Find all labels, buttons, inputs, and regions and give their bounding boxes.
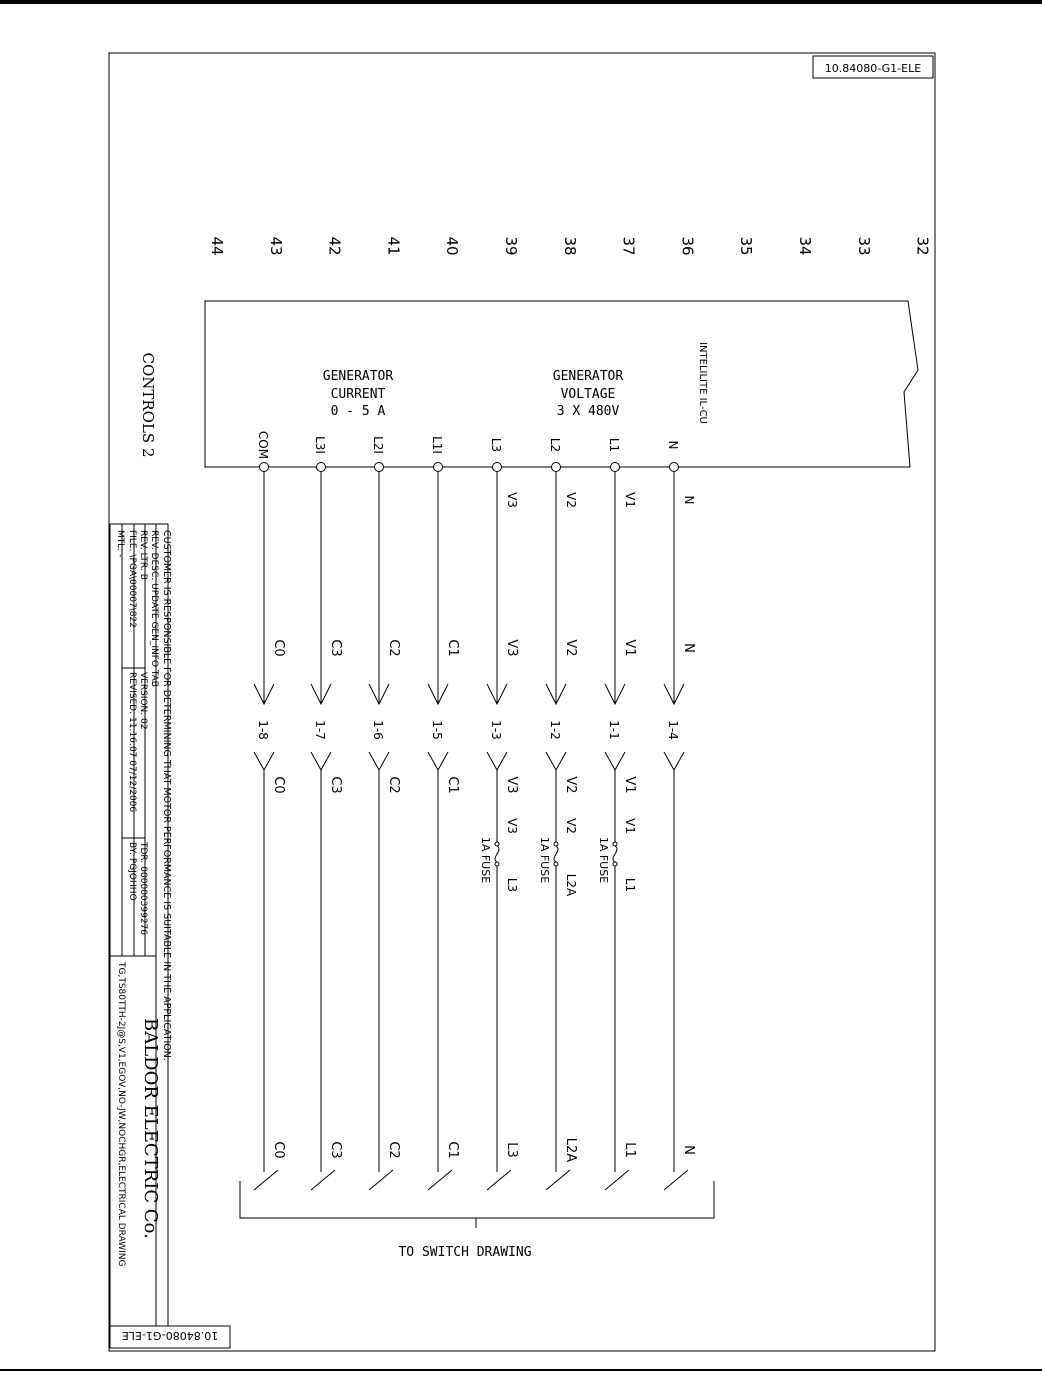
bottom-label: C1 [445,1141,460,1159]
drawing-number-bottom [110,1326,230,1348]
company-name: BALDOR ELECTRIC Co. [140,1018,161,1239]
connector-label: 1-7 [313,720,327,740]
terminal-number: 38 [560,236,579,256]
controller-label: INTELILITE IL-CU [697,342,708,424]
fuse-rating-label: 1A FUSE [479,836,492,884]
connector-icon [311,752,331,770]
file-path: FILE: \PGA\00007\822 [127,530,137,628]
material: MTL: - [115,530,125,558]
connector-icon [254,752,274,770]
terminal-label: L2I [371,436,385,454]
wire-label: C1 [445,776,460,794]
svg-text:CURRENT: CURRENT [330,387,386,402]
wire-label: C3 [328,639,343,657]
fuse-input-label: V2 [564,818,578,834]
fuse-output-label: L3 [505,877,519,893]
to-switch-label: TO SWITCH DRAWING [398,1245,532,1260]
svg-text:3 X 480V: 3 X 480V [556,404,620,419]
wire-label: C3 [328,776,343,794]
contact-icon [546,1170,570,1190]
author: BY: PGJOHHO [127,842,137,901]
svg-text:10.84080-G1-ELE: 10.84080-G1-ELE [121,1329,219,1342]
terminal-dot [434,463,443,472]
bottom-label: L1 [622,1142,637,1158]
wire-label: V3 [504,776,519,794]
bottom-rule [0,1369,1042,1371]
terminal-number: 37 [619,236,638,256]
terminal-label: L3I [313,436,327,454]
terminal-dot [611,463,620,472]
terminal-dot [552,463,561,472]
terminal-label: COM [256,430,270,460]
terminal-number: 34 [796,236,814,256]
terminal-number: 44 [208,236,226,256]
connector-icon [369,752,389,770]
fuse-rating-label: 1A FUSE [597,836,610,884]
bottom-label: L3 [504,1142,519,1158]
circuit-l3i [311,436,343,1190]
wire-label: V1 [623,492,637,508]
fuse-input-label: V3 [505,818,519,834]
terminal-number-row [208,236,932,255]
bottom-label: C3 [328,1141,343,1159]
drawing-description: TG,TS80TTH-2J@S,V1,EGOV,NO-JW,NOCHGR,ELECTRICAL DRAWING [116,962,126,1267]
terminal-label: L1I [430,436,444,454]
fuse-output-label: L1 [623,877,637,893]
connector-icon [546,752,566,770]
terminal-number: 35 [737,236,756,256]
terminal-label: L1 [607,437,621,453]
circuit-l1 [597,438,637,1190]
connector-icon [487,752,507,770]
wiring [254,431,696,1190]
svg-text:GENERATOR: GENERATOR [552,369,624,384]
connector-icon [664,752,684,770]
controls-label: CONTROLS 2 [139,352,157,458]
svg-text:10.84080-G1-ELE: 10.84080-G1-ELE [824,62,922,75]
connector-label: 1-1 [607,720,621,740]
svg-text:GENERATOR: GENERATOR [322,369,394,384]
connector-icon [605,752,625,770]
wire-label: V3 [505,492,519,508]
connector-label: 1-6 [371,720,385,740]
terminal-label: L2 [548,437,562,453]
contact-icon [369,1170,393,1190]
terminal-number: 43 [266,236,285,256]
wire-label: N [682,495,696,505]
customer-note: CUSTOMER IS RESPONSIBLE FOR DETERMINING THAT MOTOR PERFORMANCE IS SUITABLE IN THE APPLICATION. [161,530,172,1061]
wire-label: C1 [445,639,460,657]
terminal-dot [670,463,679,472]
terminal-label: N [666,440,680,450]
terminal-label: L3 [489,437,503,453]
terminal-dot [375,463,384,472]
fuse-rating-label: 1A FUSE [538,836,551,884]
contact-icon [664,1170,688,1190]
wire-label: V1 [622,639,637,657]
fuse-input-label: V1 [623,818,637,834]
terminal-number: 36 [678,236,697,256]
terminal-number: 32 [913,236,932,256]
connector-label: 1-5 [430,720,444,740]
rev-desc: REV. DESC: UPDATE GEN_INFO TAB [149,530,159,687]
bottom-label: C0 [271,1141,286,1159]
wire-label: V1 [622,776,637,794]
wire-label: V2 [564,492,578,508]
connector-label: 1-8 [256,720,270,740]
generator-voltage-block [553,369,624,419]
generator-current-block [323,369,394,419]
terminal-number: 39 [502,236,520,256]
bottom-label: N [681,1145,696,1155]
contact-icon [254,1170,278,1190]
wire-label: C0 [271,639,286,657]
connector-icon [428,752,448,770]
circuit-l2i [369,436,401,1190]
drawing-number-top [813,56,933,78]
wire-label: V3 [504,639,519,657]
bottom-label: L2A [563,1137,578,1163]
wire-label: C0 [271,776,286,794]
contact-icon [487,1170,511,1190]
contact-icon [428,1170,452,1190]
version: VERSION: 02 [138,672,148,730]
terminal-dot [317,463,326,472]
circuit-l3 [479,438,519,1190]
wire-label: C2 [386,639,401,657]
contact-icon [311,1170,335,1190]
rev-ltr: REV. LTR: B [138,530,148,580]
contact-icon [605,1170,629,1190]
fuse-icon [495,846,499,862]
circuit-n [664,441,696,1190]
circuit-com [254,431,286,1190]
wire-label: V2 [563,639,578,657]
wire-label: N [681,643,696,653]
terminal-dot [260,463,269,472]
connector-label: 1-3 [489,720,503,740]
bottom-label: C2 [386,1141,401,1159]
wire-label: V2 [563,776,578,794]
connector-label: 1-4 [666,720,680,740]
fuse-output-label: L2A [564,873,578,897]
svg-text:VOLTAGE: VOLTAGE [560,387,616,402]
circuit-l2 [538,438,578,1190]
wire-label: C2 [386,776,401,794]
revised-date: REVISED: 11:16:07 07/12/2006 [127,672,137,813]
tdr-number: TDR: 000000399276 [138,842,148,936]
terminal-number: 42 [325,236,344,256]
top-rule [0,0,1042,4]
fuse-icon [613,846,617,862]
terminal-number: 41 [384,236,403,256]
fuse-icon [554,846,558,862]
connector-label: 1-2 [548,720,562,740]
terminal-number: 40 [443,236,462,256]
svg-text:0 - 5 A: 0 - 5 A [330,404,386,419]
terminal-number: 33 [854,236,873,256]
terminal-dot [493,463,502,472]
switch-bracket [240,1181,714,1228]
circuit-l1i [428,436,460,1190]
